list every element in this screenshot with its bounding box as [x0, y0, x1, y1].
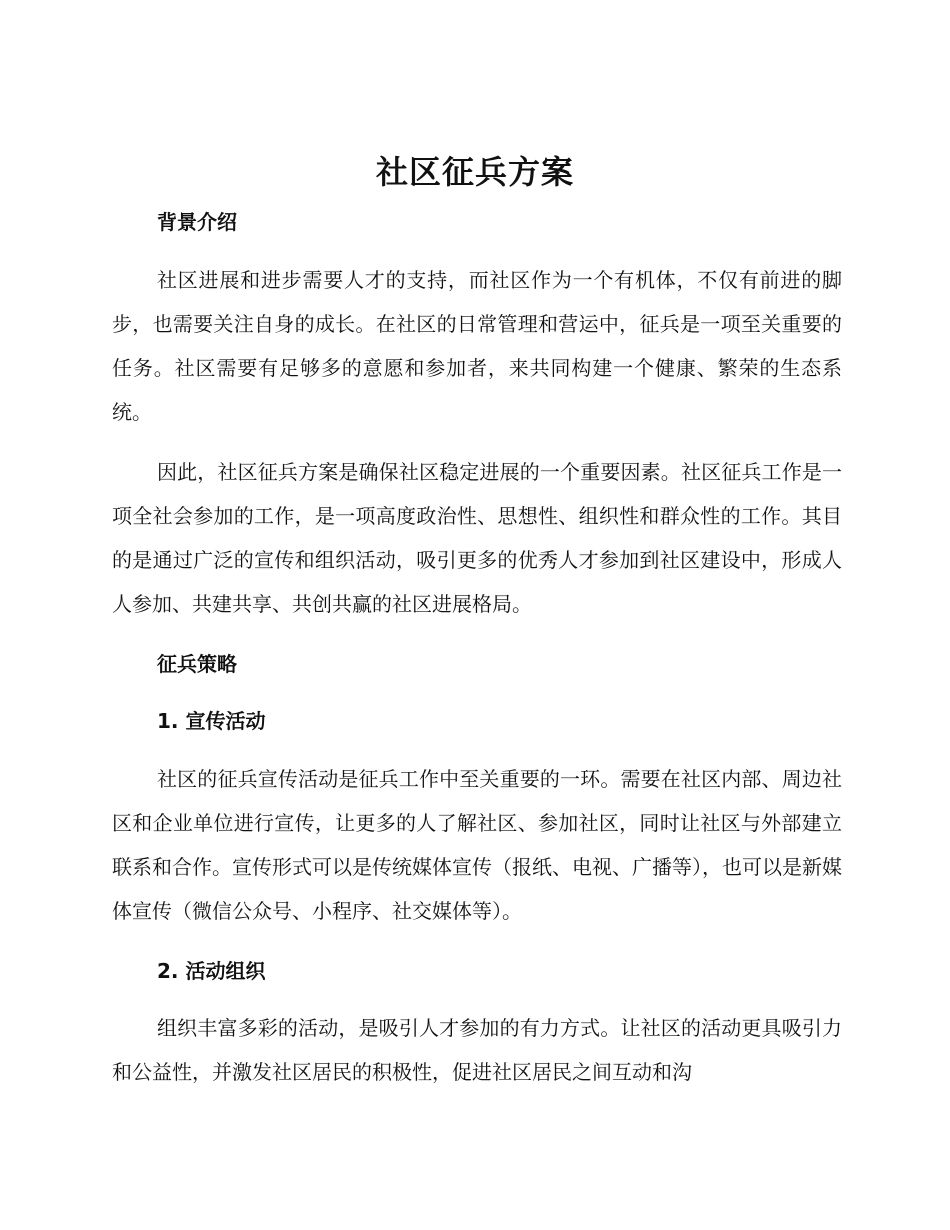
document-title: 社区征兵方案 — [375, 153, 574, 191]
section-heading-strategy: 征兵策略 — [157, 652, 237, 676]
paragraph-background-1: 社区进展和进步需要人才的支持，而社区作为一个有机体，不仅有前进的脚步，也需要关注自身的成长。在社区的日常管理和营运中，征兵是一项至关重要的任务。社区需要有足够多的意愿和参加者，来共同构建一个健康、繁荣的生态系统。 — [112, 268, 842, 424]
subsection-heading-activities: 2. 活动组织 — [157, 959, 266, 983]
subsection-heading-publicity: 1. 宣传活动 — [157, 709, 266, 733]
section-heading-background: 背景介绍 — [157, 210, 237, 234]
paragraph-publicity: 社区的征兵宣传活动是征兵工作中至关重要的一环。需要在社区内部、周边社区和企业单位进行宣传，让更多的人了解社区、参加社区，同时让社区与外部建立联系和合作。宣传形式可以是传统媒体宣传（报纸、电视、广播等），也可以是新媒体宣传（微信公众号、小程序、社交媒体等）。 — [112, 767, 842, 923]
paragraph-background-2: 因此，社区征兵方案是确保社区稳定进展的一个重要因素。社区征兵工作是一项全社会参加的工作，是一项高度政治性、思想性、组织性和群众性的工作。其目的是通过广泛的宣传和组织活动，吸引更多的优秀人才参加到社区建设中，形成人人参加、共建共享、共创共赢的社区进展格局。 — [112, 460, 842, 616]
paragraph-activities: 组织丰富多彩的活动，是吸引人才参加的有力方式。让社区的活动更具吸引力和公益性，并激发社区居民的积极性，促进社区居民之间互动和沟 — [112, 1016, 842, 1084]
